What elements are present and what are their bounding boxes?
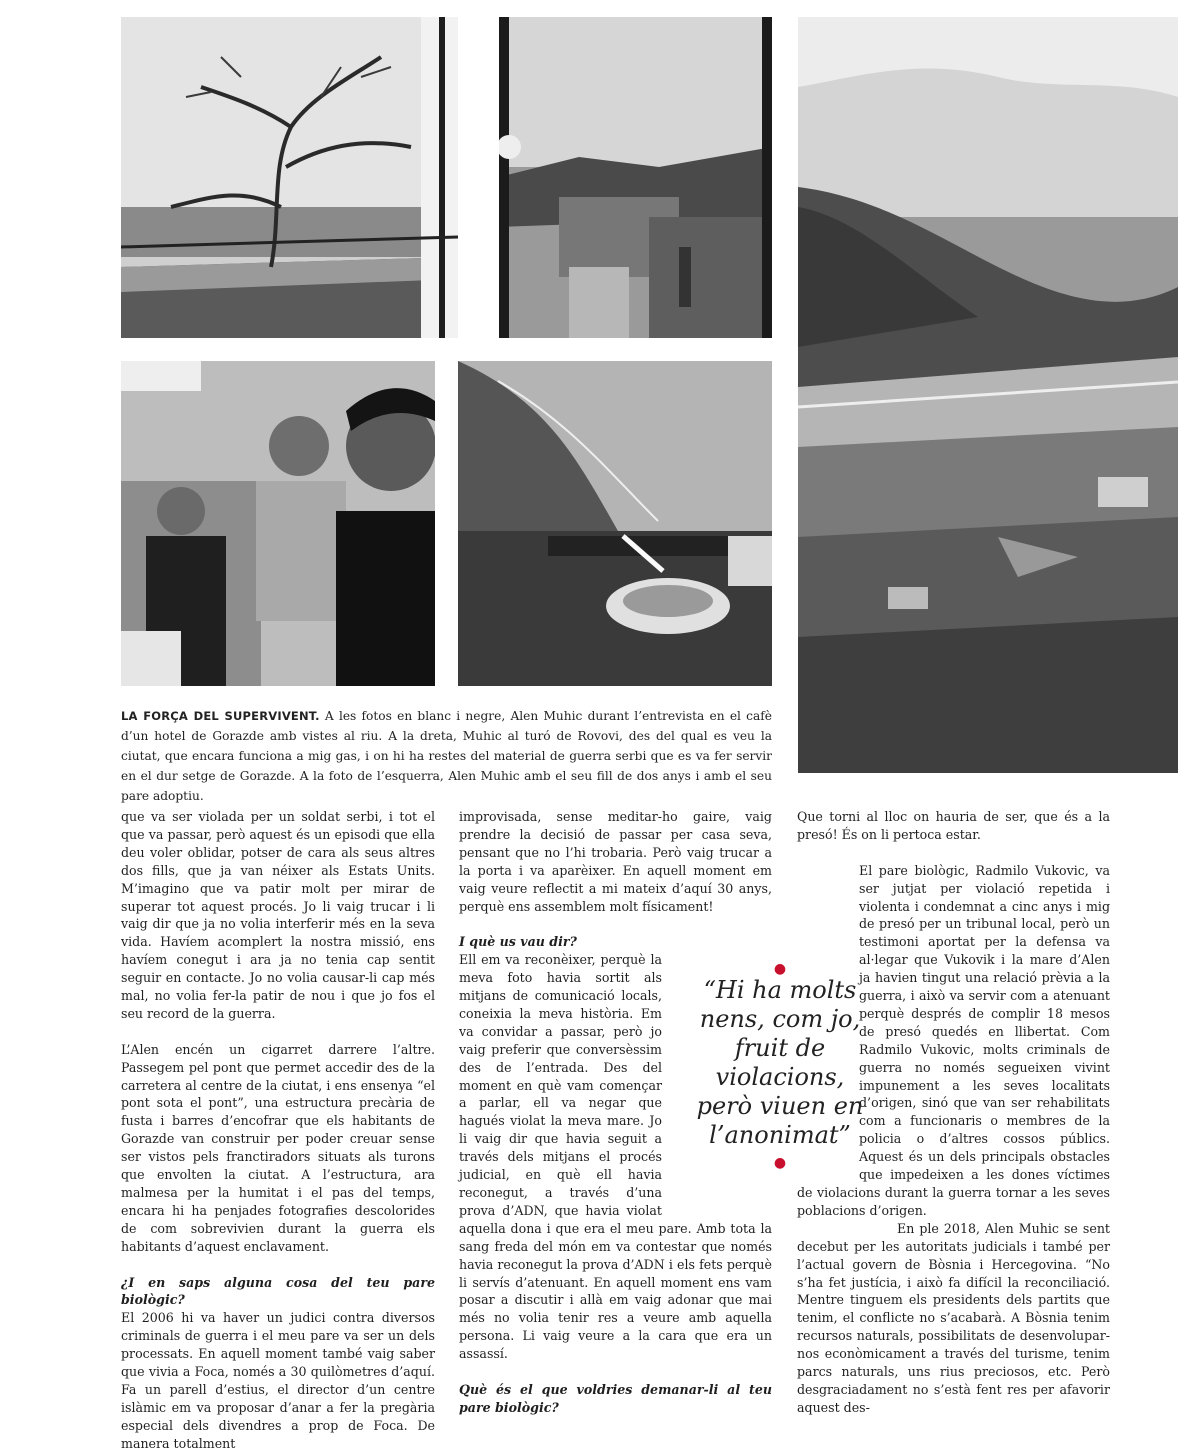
question: Què és el que voldries demanar-li al teu pare biològic? xyxy=(459,1381,772,1415)
paragraph: El pare biològic, Radmilo Vukovic, va ser jutjat per violació repetida i violenta i condemnat a cinc anys i mig de presó per un tribunal local, però un testimoni aportat per la defensa va al·legar que Vukovik i la mare d’Alen ja havien tingut una relació prèvia a la guerra, i això va servir com a atenuant perquè després de complir 18 mesos de presó quedés en llibertat. Com Radmilo Vukovic, molts criminals de guerra no només segueixen vivint impunement a les seves localitats d’origen, sinó que van ser rehabilitats com a funcionaris o membres de la policia o d’altres cossos públics. Aquest és un dels principals obstacles que impedeixen a les dones víctimes de violacions durant la guerra tornar a les seves poblacions d’origen. xyxy=(797,862,1110,1218)
bullet-dot-icon: ● xyxy=(773,961,787,977)
pull-quote xyxy=(690,962,870,1170)
question: I què us vau dir? xyxy=(459,934,577,950)
pull-quote-text: “Hi ha molts nens, com jo, fruit de violacions, però viuen en l’anonimat” xyxy=(696,976,864,1149)
paragraph: El 2006 hi va haver un judici contra diversos criminals de guerra i el meu pare va ser un dels processats. En aquell moment també vaig saber que vivia a Foca, només a 30 quilòmetres d’aquí. Fa un parell d’estius, el director d’un centre islàmic em va proposar d’anar a fer la pregària especial dels divendres a prop de Foca. De manera totalment xyxy=(121,1310,435,1451)
paragraph: L’Alen encén un cigarret darrere l’altre. Passegem pel pont que permet accedir des de la carretera al centre de la ciutat, i ens ensenya “el pont sota el pont”, una estructura precària de fusta i barres d’encofrar que els habitants de Gorazde van construir per poder creuar sense ser vistos pels franctiradors situats als turons que envolten la ciutat. A l’estructura, ara malmesa per la humitat i el pas del temps, encara hi ha penjades fotografies descolorides de com sobrevivien durant la guerra els habitants d’aquest enclavament. xyxy=(121,1041,435,1254)
terrace-photo xyxy=(121,17,458,338)
family-photo xyxy=(121,361,435,686)
paragraph: improvisada, sense meditar-ho gaire, vaig prendre la decisió de passar per casa seva, pensant que no l’hi trobaria. Però vaig trucar a la porta i va aparèixer. En aquell moment em vaig veure reflectit a mi mateix d’aquí 30 anys, perquè ens assemblem molt físicament! xyxy=(459,809,772,914)
caption-lead: LA FORÇA DEL SUPERVIVENT. xyxy=(121,709,320,723)
caption-text: A les fotos en blanc i negre, Alen Muhic durant l’entrevista en el cafè d’un hotel de Gorazde amb vistes al riu. A la dreta, Muhic al turó de Rovovi, des del qual es veu la ciutat, que encara funciona a mig gas, i on hi ha restes del material de guerra serbi que es va fer servir en el dur setge de Gorazde. A la foto de l’esquerra, Alen Muhic amb el seu fill de dos anys i amb el seu pare adoptiu. xyxy=(121,709,772,803)
ashtray-photo xyxy=(458,361,772,686)
valley-photo xyxy=(798,17,1178,773)
article-column-1 xyxy=(121,808,435,1453)
cafe-window-photo xyxy=(499,17,772,338)
photo-caption xyxy=(121,706,772,806)
paragraph: que va ser violada per un soldat serbi, i tot el que va passar, però aquest és un episodi que ella deu voler oblidar, potser de cara als seus altres dos fills, que ja van néixer als Estats Units. M’imagino que va patir molt per mirar de superar tot aquest procés. Jo li vaig trucar i li vaig dir que ja no volia interferir més en la seva vida. Havíem acomplert la nostra missió, ens havíem conegut i ara ja no tenia cap sentit seguir en contacte. Jo no volia causar-li cap més mal, no volia fer-la patir de nou i que jo fos el seu record de la guerra. xyxy=(121,809,435,1021)
bullet-dot-icon: ● xyxy=(773,1155,787,1171)
question: ¿I en saps alguna cosa del teu pare biològic? xyxy=(121,1274,435,1308)
paragraph: Que torni al lloc on hauria de ser, que és a la presó! És on li pertoca estar. xyxy=(797,809,1110,842)
paragraph: En ple 2018, Alen Muhic se sent decebut per les autoritats judicials i també per l’actual govern de Bòsnia i Hercegovina. “No s’ha fet justícia, i això fa difícil la reconciliació. Mentre tinguem els presidents dels partits que tenim, el conflicte no s’acabarà. A Bòsnia tenim recursos naturals, possibilitats de desenvolupar-nos econòmicament a través del turisme, tenim parcs naturals, uns rius preciosos, etc. Però desgraciadament no s’està fent res per afavorir aquest des- xyxy=(797,1220,1110,1415)
paragraph: Ell em va reconèixer, perquè la meva foto havia sortit als mitjans de comunicació locals, coneixia la meva història. Em va convidar a passar, però jo vaig preferir que conversèssim des de l’entrada. Des del moment en què vam començar a parlar, ell va negar que hagués violat la meva mare. Jo li vaig dir que havia seguit a través dels mitjans el procés judicial, en què ell havia reconegut, a través d’una prova d’ADN, que havia violat aquella dona i que era el meu pare. Amb tota la sang freda del món em va contestar que només havia reconegut la prova d’ADN i els fets perquè li servís d’atenuant. En aquell moment ens vam posar a discutir i allà em vaig adonar que mai més no volia tenir res a veure amb aquella persona. Li vaig veure a la cara que era un assassí. xyxy=(459,952,772,1362)
